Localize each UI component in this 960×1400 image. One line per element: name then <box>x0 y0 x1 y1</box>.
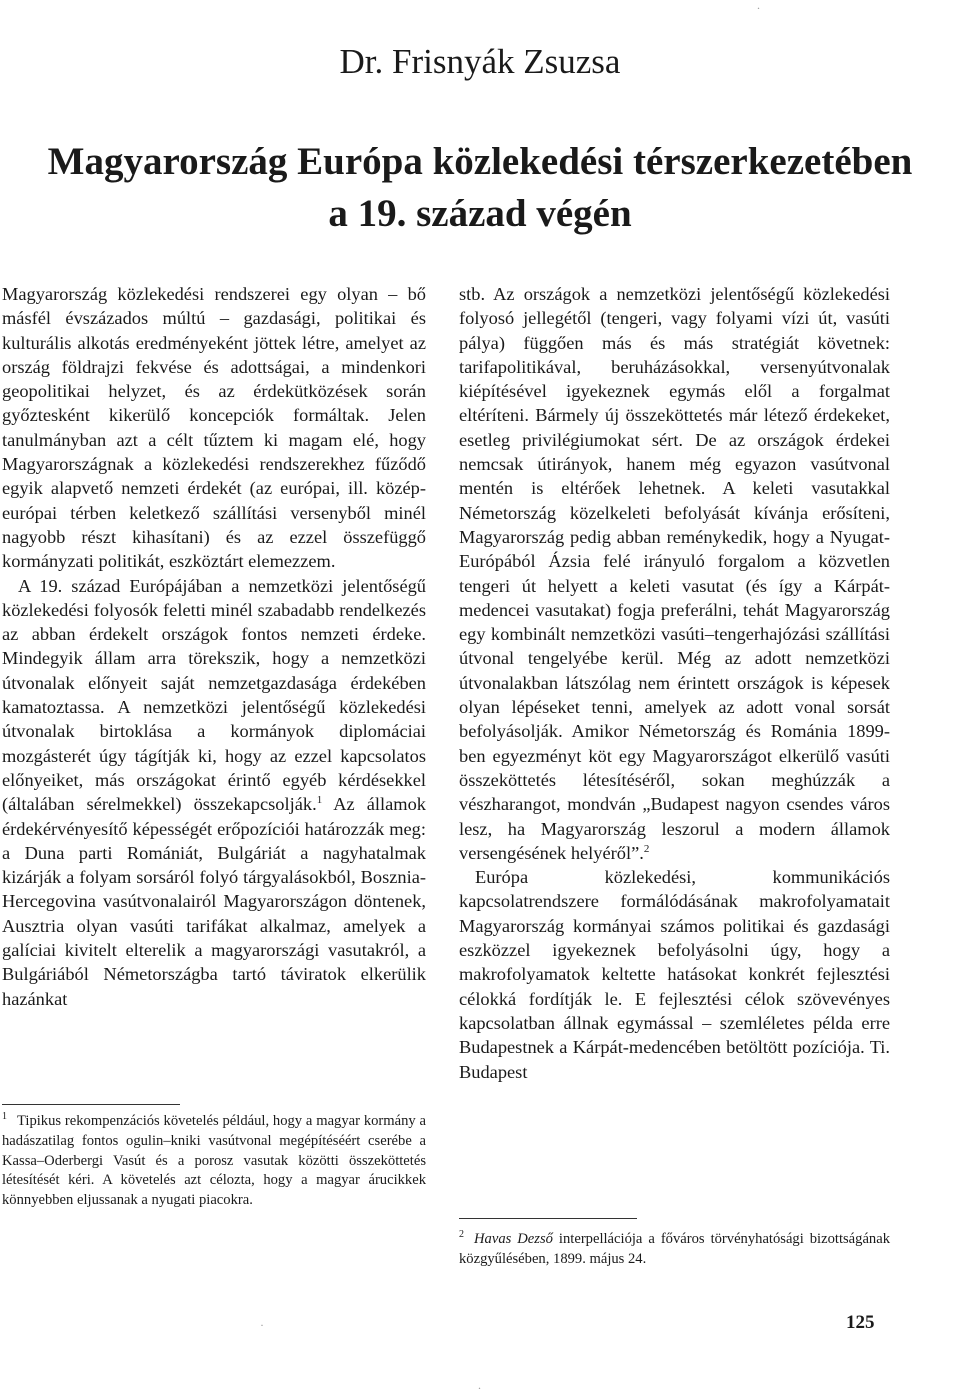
footnote-1-text: Tipikus rekompenzációs követelés például, hogy a magyar kormány a hadászatilag fontos ogulin–kniki vasútvonal megépítéséért cserébe a Kassa–Oderbergi Vasút és a porosz vasutak közötti összeköttetés létesítését kéri. A követelés azt célozta, hogy a magyar árucikkek könnyebben eljussanak a nyugati piacokra. <box>2 1113 426 1209</box>
footnote-separator-right <box>459 1218 637 1219</box>
left-paragraph-2 <box>2 574 426 1011</box>
right-column <box>459 282 890 1084</box>
title-line-1: Magyarország Európa közlekedési térszerkezetében <box>47 140 913 183</box>
right-paragraph-1 <box>459 282 890 865</box>
footnote-1 <box>2 1112 426 1211</box>
left-paragraph-1: Magyarország közlekedési rendszerei egy olyan – bő másfél évszázados múltú – gazdasági, politikai és kulturális alkotás eredményeként jöttek létre, amelyet az ország földrajzi fekvése és adottságai, a mindenkori geopolitikai helyzet, és az érdekütközések során győztesként kikerülő koncepciók formáltak. Jelen tanulmányban azt a célt tűztem ki magam elé, hogy Magyarországnak a közlekedési rendszerekhez fűződő egyik alapvető nemzeti érdekét (az európai, ill. közép-európai térben keletkező szállítási versenyből minél nagyobb részt kihasítani) és az ezzel összefüggő kormányzati politikát, eszköztárt elemezzem. <box>2 284 426 572</box>
footnote-2-text: interpellációja a főváros törvényhatósági bizottságának közgyűlésében, 1899. május 24. <box>459 1231 890 1267</box>
scan-mark-middle: · <box>260 1318 264 1332</box>
footnote-ref-1: 1 <box>316 794 323 807</box>
article-title <box>0 136 960 240</box>
footnote-2 <box>459 1230 890 1270</box>
footnote-separator-left <box>2 1104 180 1105</box>
left-paragraph-2-text-b: Az államok érdekérvényesítő képességét erőpozíciói határozzák meg: a Duna parti Romániát, Bulgáriát a nagyhatalmak kizárják a folyam sorsáról folyó tárgyalásokból, Bosznia-Hercegovina vasútvonalairól Magyarországon döntenek, Ausztria olyan vasúti tarifákat alkalmaz, amelyek a galíciai kivitelt elterelik a magyarországi vasutakról, a Bulgáriából Németországba tartó táviratok elkerülik hazánkat <box>2 794 426 1009</box>
author-name: Dr. Frisnyák Zsuzsa <box>339 42 621 81</box>
footnote-ref-2: 2 <box>643 842 650 855</box>
page-number: 125 <box>846 1312 875 1333</box>
left-paragraph-2-text-a: A 19. század Európájában a nemzetközi jelentőségű közlekedési folyosók feletti minél szabadabb rendelkezés az abban érdekelt országok fontos nemzeti érdeke. Mindegyik állam arra törekszik, hogy a nemzetközi útvonalak előnyeit saját nemzetgazdasága érdekében kamatoztassa. A nemzetközi jelentőségű közlekedési útvonalak birtoklása a kormányok diplomáciai mozgásterét úgy tágítják ki, hogy az ezzel kapcsolatos előnyeiket, más országokat érintő egyéb kérdésekkel (általában sérelmekkel) összekapcsolják. <box>2 575 426 815</box>
left-column <box>2 282 426 1011</box>
footnote-1-number: 1 <box>2 1111 7 1123</box>
right-paragraph-2: Európa közlekedési, kommunikációs kapcsolatrendszere formálódásának makrofolyamatait Magyarország kormányai számos politikai és gazdasági eszközzel igyekeznek befolyásolni úgy, hogy a makrofolyamatok keltette hatásokat konkrét fejlesztési célokká fordítják le. E fejlesztési célok szövevényes kapcsolatban állnak egymással – szemléletes példa erre Budapestnek a Kárpát-medencében betöltött pozíciója. Ti. Budapest <box>459 867 890 1082</box>
title-line-2: a 19. század végén <box>328 192 632 235</box>
right-paragraph-1-text: stb. Az országok a nemzetközi jelentőségű közlekedési folyosó jellegétől (tengeri, vagy folyami vízi út, vasúti pálya) függően más és más stratégiát követnek: tarifapolitikával, beruházásokkal, versenyútvonalak kiépítésével igyekeznek egymás elől a forgalmat eltéríteni. Bármely új összeköttetés már létező érdekeket, esetleg privilégiumokat sért. De az országok érdekei nemcsak útirányok, hanem még egyazon vasútvonal mentén is eltérőek lehetnek. A keleti vasutakkal Németország közelkeleti befolyását kívánja erősíteni, Magyarország pedig abban reménykedik, hogy a Nyugat-Európából Ázsia felé irányuló forgalom a közvetlen tengeri út helyett a keleti vasutat (és így a Kárpát-medencei vasutakat) fogja preferálni, tehát Magyarország egy kombinált nemzetközi vasúti–tengerhajózási szállítási útvonal tengelyébe kerül. Még az adott nemzetközi útvonalakban látszólag nem érintett országok is képesek olyan lépéseket tenni, amelyek az adott vonal sorsát befolyásolják. Amikor Németország és Románia 1899-ben egyezményt köt egy Magyarországot elkerülő vasúti összeköttetés létesítéséről, sokan meghúzzák a vészharangot, mondván „Budapest nagyon csendes város lesz, ha Magyarország leszorul a modern államok versengésének helyéről”. <box>459 284 890 863</box>
scan-mark-top: . <box>757 0 760 12</box>
footnote-2-author: Havas Dezső <box>474 1231 553 1247</box>
scan-mark-bottom: . <box>478 1378 481 1392</box>
footnote-2-number: 2 <box>459 1229 464 1241</box>
